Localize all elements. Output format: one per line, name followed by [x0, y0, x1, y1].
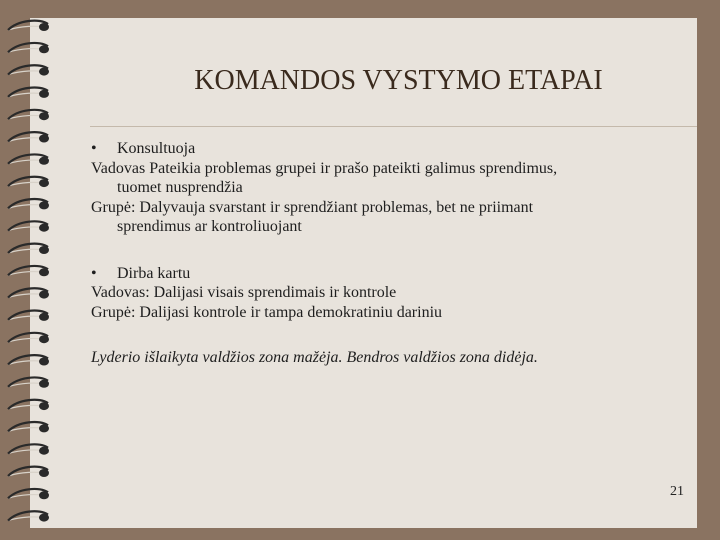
- group-line: Grupė: Dalyvauja svarstant ir sprendžiant problemas, bet ne priimant: [91, 198, 534, 216]
- section-dirba-kartu-heading: [91, 264, 691, 284]
- leader-line-continued: tuomet nusprendžia: [117, 179, 243, 196]
- slide-title: KOMANDOS VYSTYMO ETAPAI: [194, 65, 603, 96]
- binding-ring-icon: [8, 110, 49, 120]
- binding-ring-icon: [8, 65, 49, 75]
- binding-ring-icon: [8, 333, 49, 343]
- binding-ring-icon: [8, 221, 49, 231]
- binding-ring-icon: [8, 400, 49, 410]
- spacer: [91, 322, 691, 348]
- bullet-icon: •: [91, 140, 97, 157]
- spacer: [91, 237, 691, 264]
- binding-ring-icon: [8, 266, 49, 276]
- binding-ring-icon: [8, 154, 49, 164]
- spiral-binding: [4, 18, 84, 528]
- binding-ring-icon: [8, 88, 49, 98]
- leader-line: Vadovas Pateikia problemas grupei ir prašo pateikti galimus sprendimus,: [91, 159, 558, 177]
- title-divider: [90, 126, 697, 127]
- leader-line: Vadovas: Dalijasi visais sprendimais ir kontrole: [91, 284, 397, 301]
- summary-text: Lyderio išlaikyta valdžios zona mažėja. Bendros valdžios zona didėja.: [91, 349, 538, 366]
- binding-ring-icon: [8, 511, 49, 521]
- binding-ring-icon: [8, 422, 49, 432]
- group-line: Grupė: Dalijasi kontrole ir tampa demokratiniu dariniu: [91, 303, 443, 321]
- group-line-continued: sprendimus ar kontroliuojant: [117, 218, 302, 235]
- binding-ring-icon: [8, 377, 49, 387]
- binding-ring-icon: [8, 177, 49, 187]
- section-heading-text: Dirba kartu: [117, 264, 191, 282]
- binding-ring-icon: [8, 444, 49, 454]
- binding-ring-icon: [8, 43, 49, 53]
- binding-ring-icon: [8, 467, 49, 477]
- slide-content: [91, 139, 691, 368]
- page-number: 21: [670, 484, 684, 499]
- binding-ring-icon: [8, 489, 49, 499]
- binding-ring-icon: [8, 21, 49, 31]
- binding-ring-icon: [8, 288, 49, 298]
- slide-page: [30, 18, 697, 528]
- binding-ring-icon: [8, 199, 49, 209]
- section-heading-text: Konsultuoja: [117, 140, 196, 157]
- bullet-icon: •: [91, 264, 97, 282]
- section-konsultuoja-heading: [91, 139, 691, 159]
- binding-ring-icon: [8, 244, 49, 254]
- binding-ring-icon: [8, 311, 49, 321]
- binding-ring-icon: [8, 355, 49, 365]
- binding-ring-icon: [8, 132, 49, 142]
